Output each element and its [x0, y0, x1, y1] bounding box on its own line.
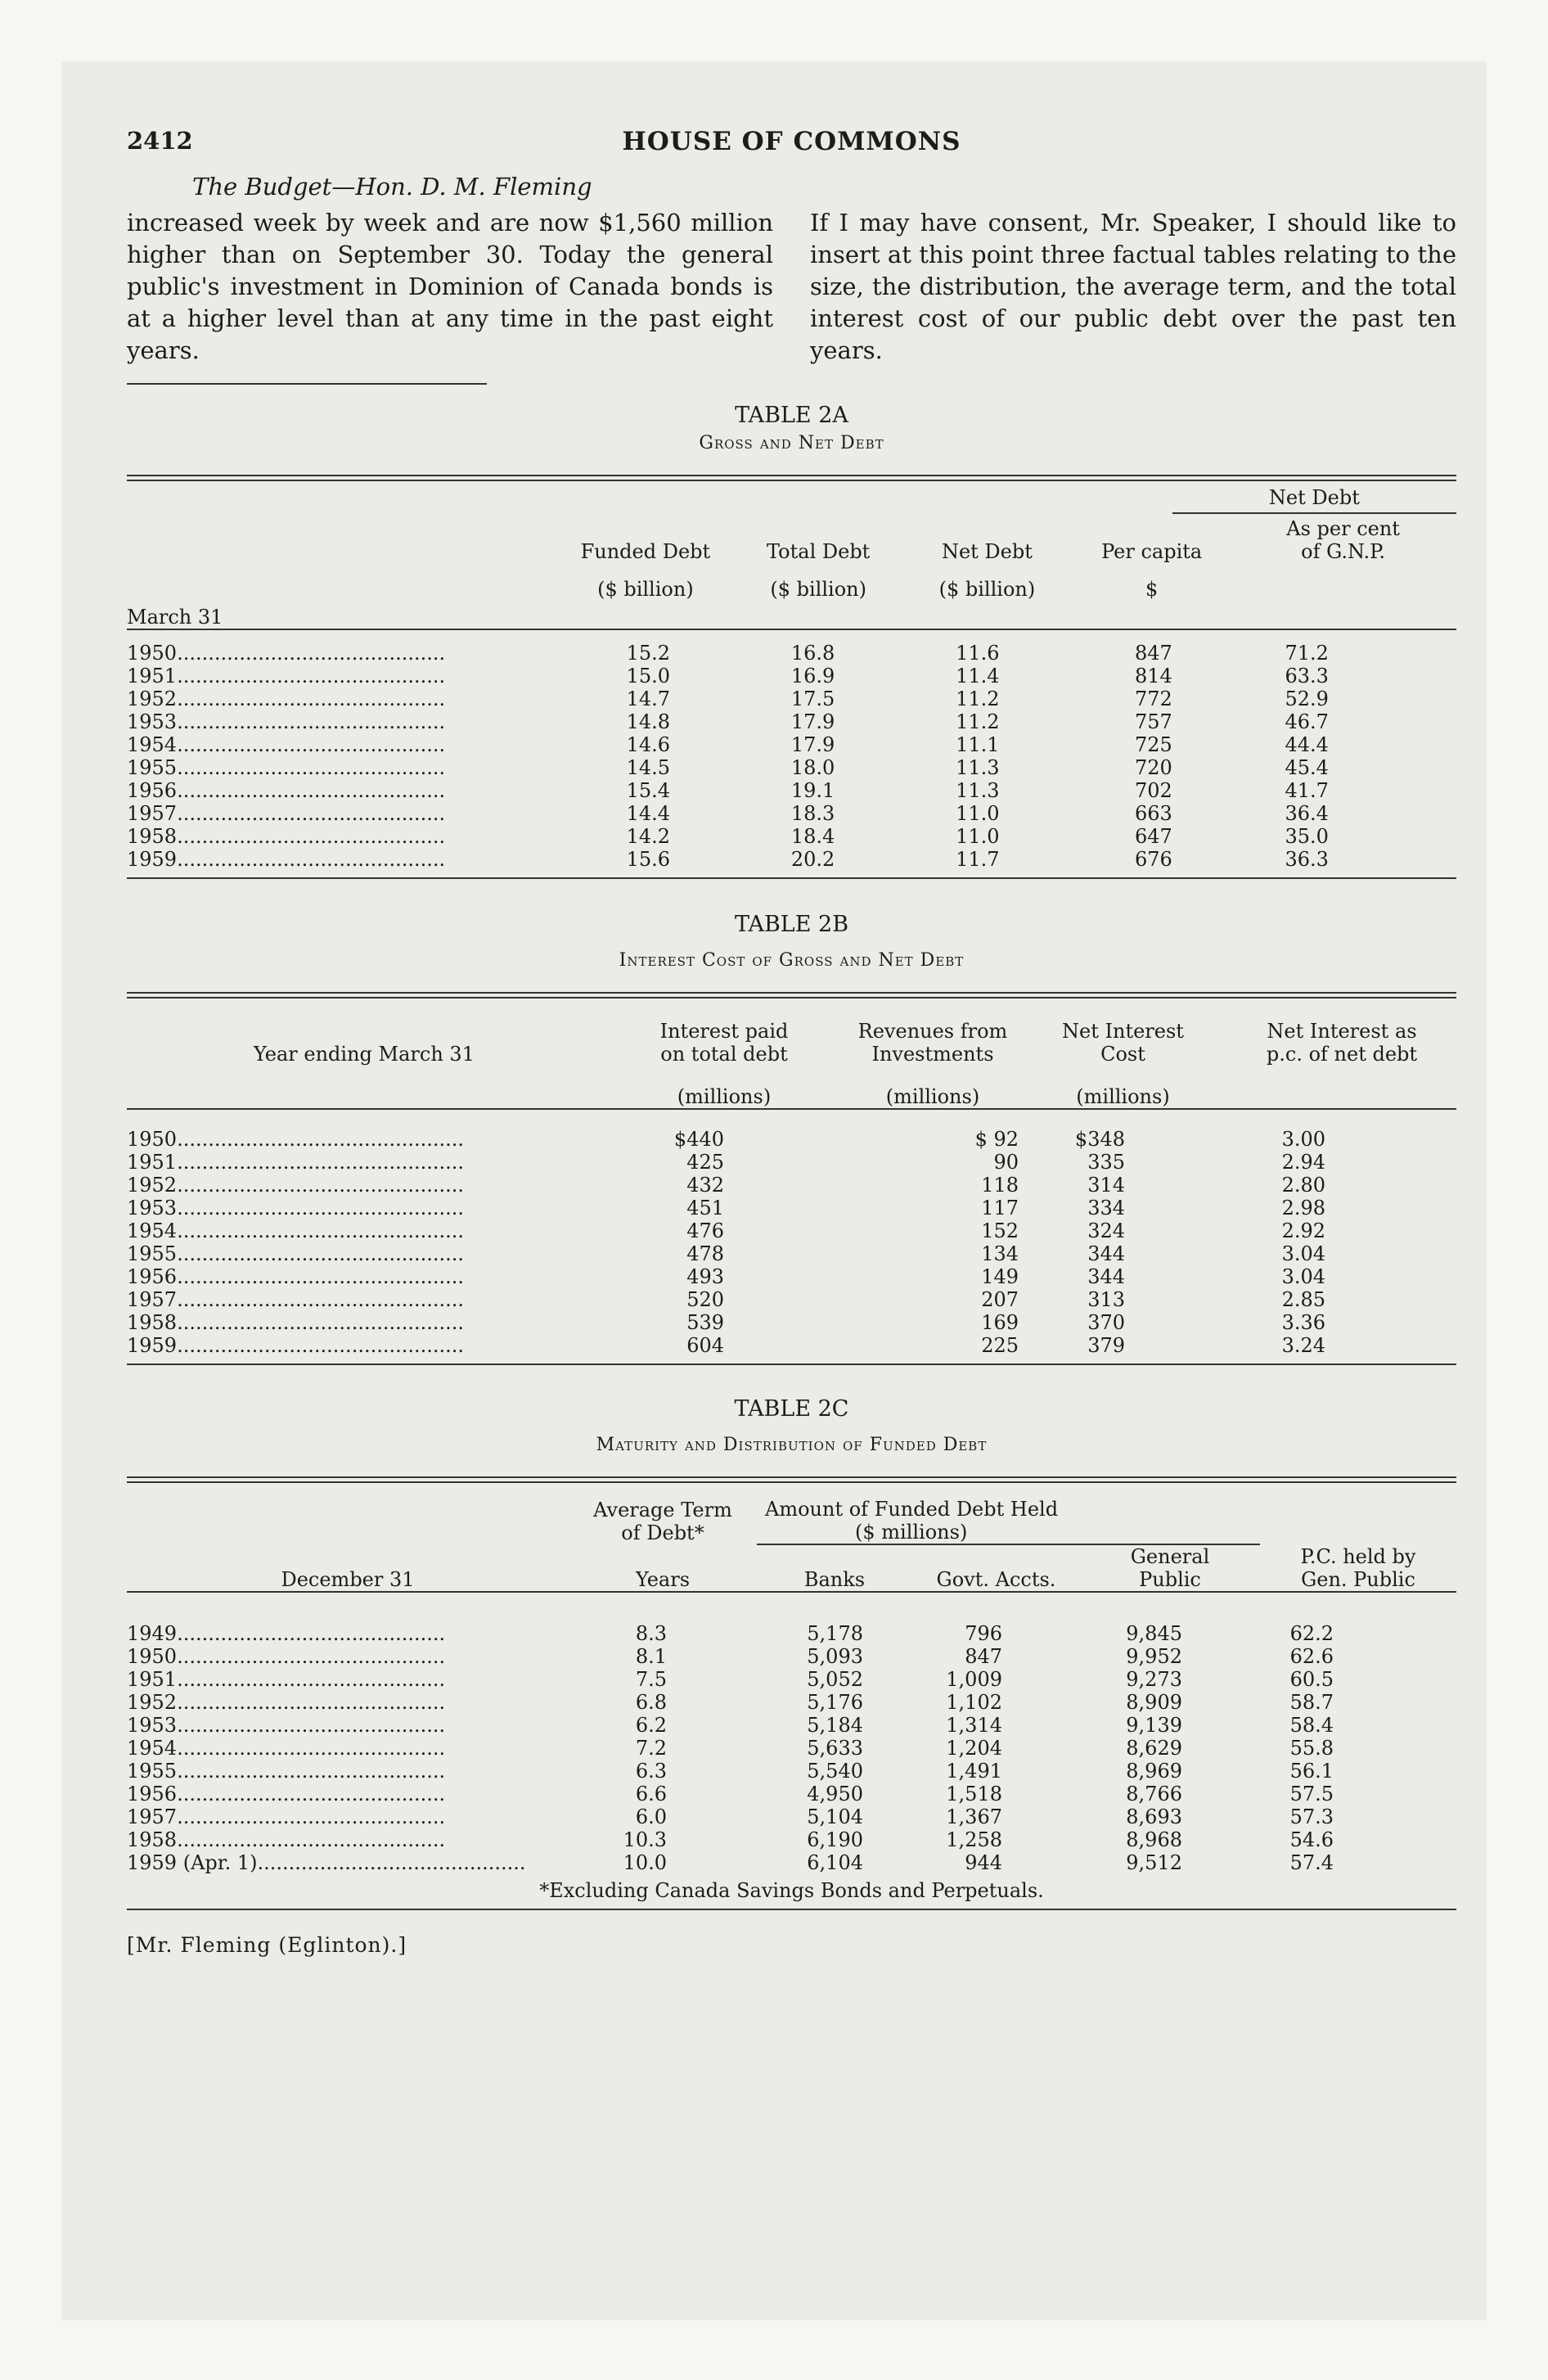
- column-end-rule: [127, 383, 487, 385]
- table-row: 1957........................................... 6.0 5,104 1,367 8,693 57.3: [127, 1805, 1334, 1828]
- row-year: 1959 (Apr. 1)...........................................: [127, 1851, 526, 1874]
- row-year: 1952...........................................: [127, 1691, 446, 1714]
- row-year: 1955...........................................: [127, 1760, 446, 1783]
- header-amount-line2: ($ millions): [855, 1521, 968, 1544]
- header-public-line2: Public: [1139, 1568, 1201, 1591]
- table-row: 1952........................................... 6.8 5,176 1,102 8,909 58.7: [127, 1691, 1334, 1714]
- header-pct-gnp-line2: of G.N.P.: [1301, 540, 1386, 563]
- header-public-line1: General: [1130, 1545, 1210, 1568]
- table-row: 1959 (Apr. 1)........................................... 10.0 6,104 944 9,512 57.4: [127, 1851, 1334, 1874]
- table-row: 1958........................................... 10.3 6,190 1,258 8,968 54.6: [127, 1828, 1334, 1851]
- header-total-debt: Total Debt: [767, 540, 871, 563]
- unit-funded: ($ billion): [597, 578, 694, 601]
- row-year: 1949...........................................: [127, 1622, 446, 1645]
- table-row: 1955........................................... 6.3 5,540 1,491 8,969 56.1: [127, 1760, 1334, 1783]
- row-year: 1958...........................................: [127, 1828, 446, 1851]
- page-header: [127, 127, 1456, 168]
- table-row: 1956........................................... 15.4 19.1 11.3 702 41.7: [127, 779, 1329, 802]
- table-2a-title: TABLE 2A: [735, 403, 848, 428]
- header-public: [1080, 1545, 1260, 1592]
- header-banks: Banks: [803, 1568, 866, 1591]
- header-avg-term-line1: Average Term: [593, 1499, 732, 1521]
- row-year: 1957..............................................: [127, 1288, 465, 1311]
- header-net-interest: [1019, 1020, 1227, 1066]
- row-year: 1954..............................................: [127, 1219, 465, 1242]
- header-interest-line2: on total debt: [660, 1043, 788, 1066]
- unit-revenues: (millions): [885, 1085, 980, 1108]
- header-net-interest-line1: Net Interest: [1062, 1020, 1184, 1043]
- table-2c-bottom-rule: [127, 1909, 1456, 1910]
- row-year: 1950...........................................: [127, 1645, 446, 1668]
- row-year: 1952...........................................: [127, 687, 446, 710]
- row-year: 1957...........................................: [127, 802, 446, 825]
- header-year: Year ending March 31: [254, 1043, 475, 1066]
- header-revenues-line1: Revenues from: [857, 1020, 1008, 1043]
- running-title: HOUSE OF COMMONS: [622, 127, 961, 156]
- header-avg-term-line2: of Debt*: [621, 1521, 704, 1544]
- table-row: 1949........................................... 8.3 5,178 796 9,845 62.2: [127, 1622, 1334, 1645]
- table-row: 1955.............................................. 478 134 344 3.04: [127, 1242, 1325, 1265]
- table-row: 1953........................................... 14.8 17.9 11.2 757 46.7: [127, 710, 1329, 733]
- unit-net-interest: (millions): [1076, 1085, 1170, 1108]
- header-net-interest-line2: Cost: [1100, 1043, 1145, 1066]
- row-label-header: December 31: [281, 1568, 415, 1591]
- table-row: 1957.............................................. 520 207 313 2.85: [127, 1288, 1325, 1311]
- header-amount-line1: Amount of Funded Debt Held: [765, 1498, 1059, 1521]
- header-pct-gnp: [1230, 514, 1456, 563]
- table-row: 1956.............................................. 493 149 344 3.04: [127, 1265, 1325, 1288]
- table-2b-title: TABLE 2B: [734, 912, 849, 937]
- row-year: 1952..............................................: [127, 1174, 465, 1197]
- table-2b-grid: [127, 1020, 1456, 1357]
- table-row: 1954........................................... 14.6 17.9 11.1 725 44.4: [127, 733, 1329, 756]
- unit-total: ($ billion): [770, 578, 866, 601]
- table-2c-grid: [127, 1498, 1456, 1874]
- table-2a-bottom-rule: [127, 877, 1456, 879]
- table-row: 1954........................................... 7.2 5,633 1,204 8,629 55.8: [127, 1737, 1334, 1760]
- table-row: 1957........................................... 14.4 18.3 11.0 663 36.4: [127, 802, 1329, 825]
- left-paragraph: increased week by week and are now $1,560 million higher than on September 30. Today the general public's investment in Dominion of Canada bonds is at a higher level than at any time in the past eight years.: [127, 209, 773, 364]
- row-year: 1956..............................................: [127, 1265, 465, 1288]
- left-column: [127, 207, 773, 367]
- header-revenues: [847, 1020, 1019, 1066]
- table-2a-subtitle: Gross and Net Debt: [699, 433, 884, 453]
- table-2c-title: TABLE 2C: [734, 1396, 849, 1422]
- header-govt: Govt. Accts.: [936, 1568, 1056, 1591]
- table-row: 1954.............................................. 476 152 324 2.92: [127, 1219, 1325, 1242]
- header-interest-line1: Interest paid: [659, 1020, 789, 1043]
- row-year: 1959..............................................: [127, 1334, 465, 1357]
- header-funded-debt: Funded Debt: [580, 540, 711, 563]
- header-pc-line2: Gen. Public: [1301, 1568, 1415, 1591]
- table-2c-subtitle: Maturity and Distribution of Funded Debt: [596, 1435, 988, 1455]
- table-2b-subtitle: Interest Cost of Gross and Net Debt: [619, 950, 965, 971]
- row-year: 1951..............................................: [127, 1151, 465, 1174]
- table-2c: [127, 1396, 1456, 1910]
- table-row: 1951........................................... 15.0 16.9 11.4 814 63.3: [127, 665, 1329, 687]
- table-row: 1950.............................................. $440 $ 92 $348 3.00: [127, 1128, 1325, 1151]
- page-number: 2412: [127, 127, 193, 155]
- table-row: 1951.............................................. 425 90 335 2.94: [127, 1151, 1325, 1174]
- row-year: 1956...........................................: [127, 779, 446, 802]
- text-columns: [127, 207, 1456, 367]
- header-pct-gnp-line1: As per cent: [1286, 517, 1400, 540]
- table-2a: [127, 403, 1456, 879]
- row-year: 1958..............................................: [127, 1311, 465, 1334]
- header-interest: [601, 1020, 847, 1066]
- row-year: 1950...........................................: [127, 642, 446, 665]
- table-row: 1950........................................... 8.1 5,093 847 9,952 62.6: [127, 1645, 1334, 1668]
- row-year: 1954...........................................: [127, 1737, 446, 1760]
- table-row: 1951........................................... 7.5 5,052 1,009 9,273 60.5: [127, 1668, 1334, 1691]
- table-row: 1953.............................................. 451 117 334 2.98: [127, 1197, 1325, 1219]
- net-debt-group-header: Net Debt: [1268, 486, 1360, 509]
- table-row: 1959........................................... 15.6 20.2 11.7 676 36.3: [127, 848, 1329, 871]
- row-year: 1956...........................................: [127, 1783, 446, 1805]
- header-avg-term: [569, 1498, 757, 1544]
- table-2b-body: [127, 1128, 1456, 1357]
- unit-net: ($ billion): [938, 578, 1036, 601]
- row-year: 1954...........................................: [127, 733, 446, 756]
- table-2b-top-rule: [127, 992, 1456, 998]
- row-year: 1953...........................................: [127, 710, 446, 733]
- header-amount: [757, 1498, 1260, 1544]
- header-pct-line1: Net Interest as: [1267, 1020, 1417, 1043]
- row-year: 1955..............................................: [127, 1242, 465, 1265]
- table-2a-top-rule: [127, 475, 1456, 481]
- row-year: 1951...........................................: [127, 1668, 446, 1691]
- section-subtitle: The Budget—Hon. D. M. Fleming: [192, 173, 592, 201]
- table-row: 1958........................................... 14.2 18.4 11.0 647 35.0: [127, 825, 1329, 848]
- table-row: 1958.............................................. 539 169 370 3.36: [127, 1311, 1325, 1334]
- row-label-header: March 31: [127, 606, 223, 629]
- header-years: Years: [635, 1568, 691, 1591]
- header-pc-public: [1260, 1545, 1456, 1592]
- right-paragraph: If I may have consent, Mr. Speaker, I should like to insert at this point three factual tables relating to the size, the distribution, the average term, and the total interest cost of our public debt over the past ten years.: [810, 209, 1456, 364]
- page: [61, 61, 1487, 2320]
- table-2b: [127, 912, 1456, 1365]
- row-year: 1953..............................................: [127, 1197, 465, 1219]
- unit-interest: (millions): [677, 1085, 772, 1108]
- page-content: [127, 127, 1456, 1957]
- table-row: 1952........................................... 14.7 17.5 11.2 772 52.9: [127, 687, 1329, 710]
- row-year: 1953...........................................: [127, 1714, 446, 1737]
- right-column: [810, 207, 1456, 367]
- table-row: 1959.............................................. 604 225 379 3.24: [127, 1334, 1325, 1357]
- row-year: 1951...........................................: [127, 665, 446, 687]
- row-year: 1955...........................................: [127, 756, 446, 779]
- unit-per-capita: $: [1145, 578, 1159, 601]
- table-2c-body: [127, 1622, 1456, 1874]
- header-revenues-line2: Investments: [871, 1043, 994, 1066]
- header-per-capita: Per capita: [1101, 540, 1203, 563]
- table-row: 1955........................................... 14.5 18.0 11.3 720 45.4: [127, 756, 1329, 779]
- table-row: 1952.............................................. 432 118 314 2.80: [127, 1174, 1325, 1197]
- table-row: 1953........................................... 6.2 5,184 1,314 9,139 58.4: [127, 1714, 1334, 1737]
- table-2b-bottom-rule: [127, 1364, 1456, 1365]
- table-2c-top-rule: [127, 1476, 1456, 1483]
- table-2a-grid: [127, 481, 1456, 871]
- row-year: 1957...........................................: [127, 1805, 446, 1828]
- row-year: 1958...........................................: [127, 825, 446, 848]
- header-pc-line1: P.C. held by: [1300, 1545, 1416, 1568]
- header-pct-line2: p.c. of net debt: [1266, 1043, 1418, 1066]
- header-net-debt: Net Debt: [941, 540, 1033, 563]
- table-2a-body: [127, 642, 1456, 871]
- header-pct-net-debt: [1227, 1020, 1456, 1066]
- member-footer: [Mr. Fleming (Eglinton).]: [127, 1933, 407, 1957]
- table-row: 1956........................................... 6.6 4,950 1,518 8,766 57.5: [127, 1783, 1334, 1805]
- row-year: 1950..............................................: [127, 1128, 465, 1151]
- table-row: 1950........................................... 15.2 16.8 11.6 847 71.2: [127, 642, 1329, 665]
- row-year: 1959...........................................: [127, 848, 446, 871]
- table-2c-footnote: *Excluding Canada Savings Bonds and Perpetuals.: [539, 1879, 1044, 1902]
